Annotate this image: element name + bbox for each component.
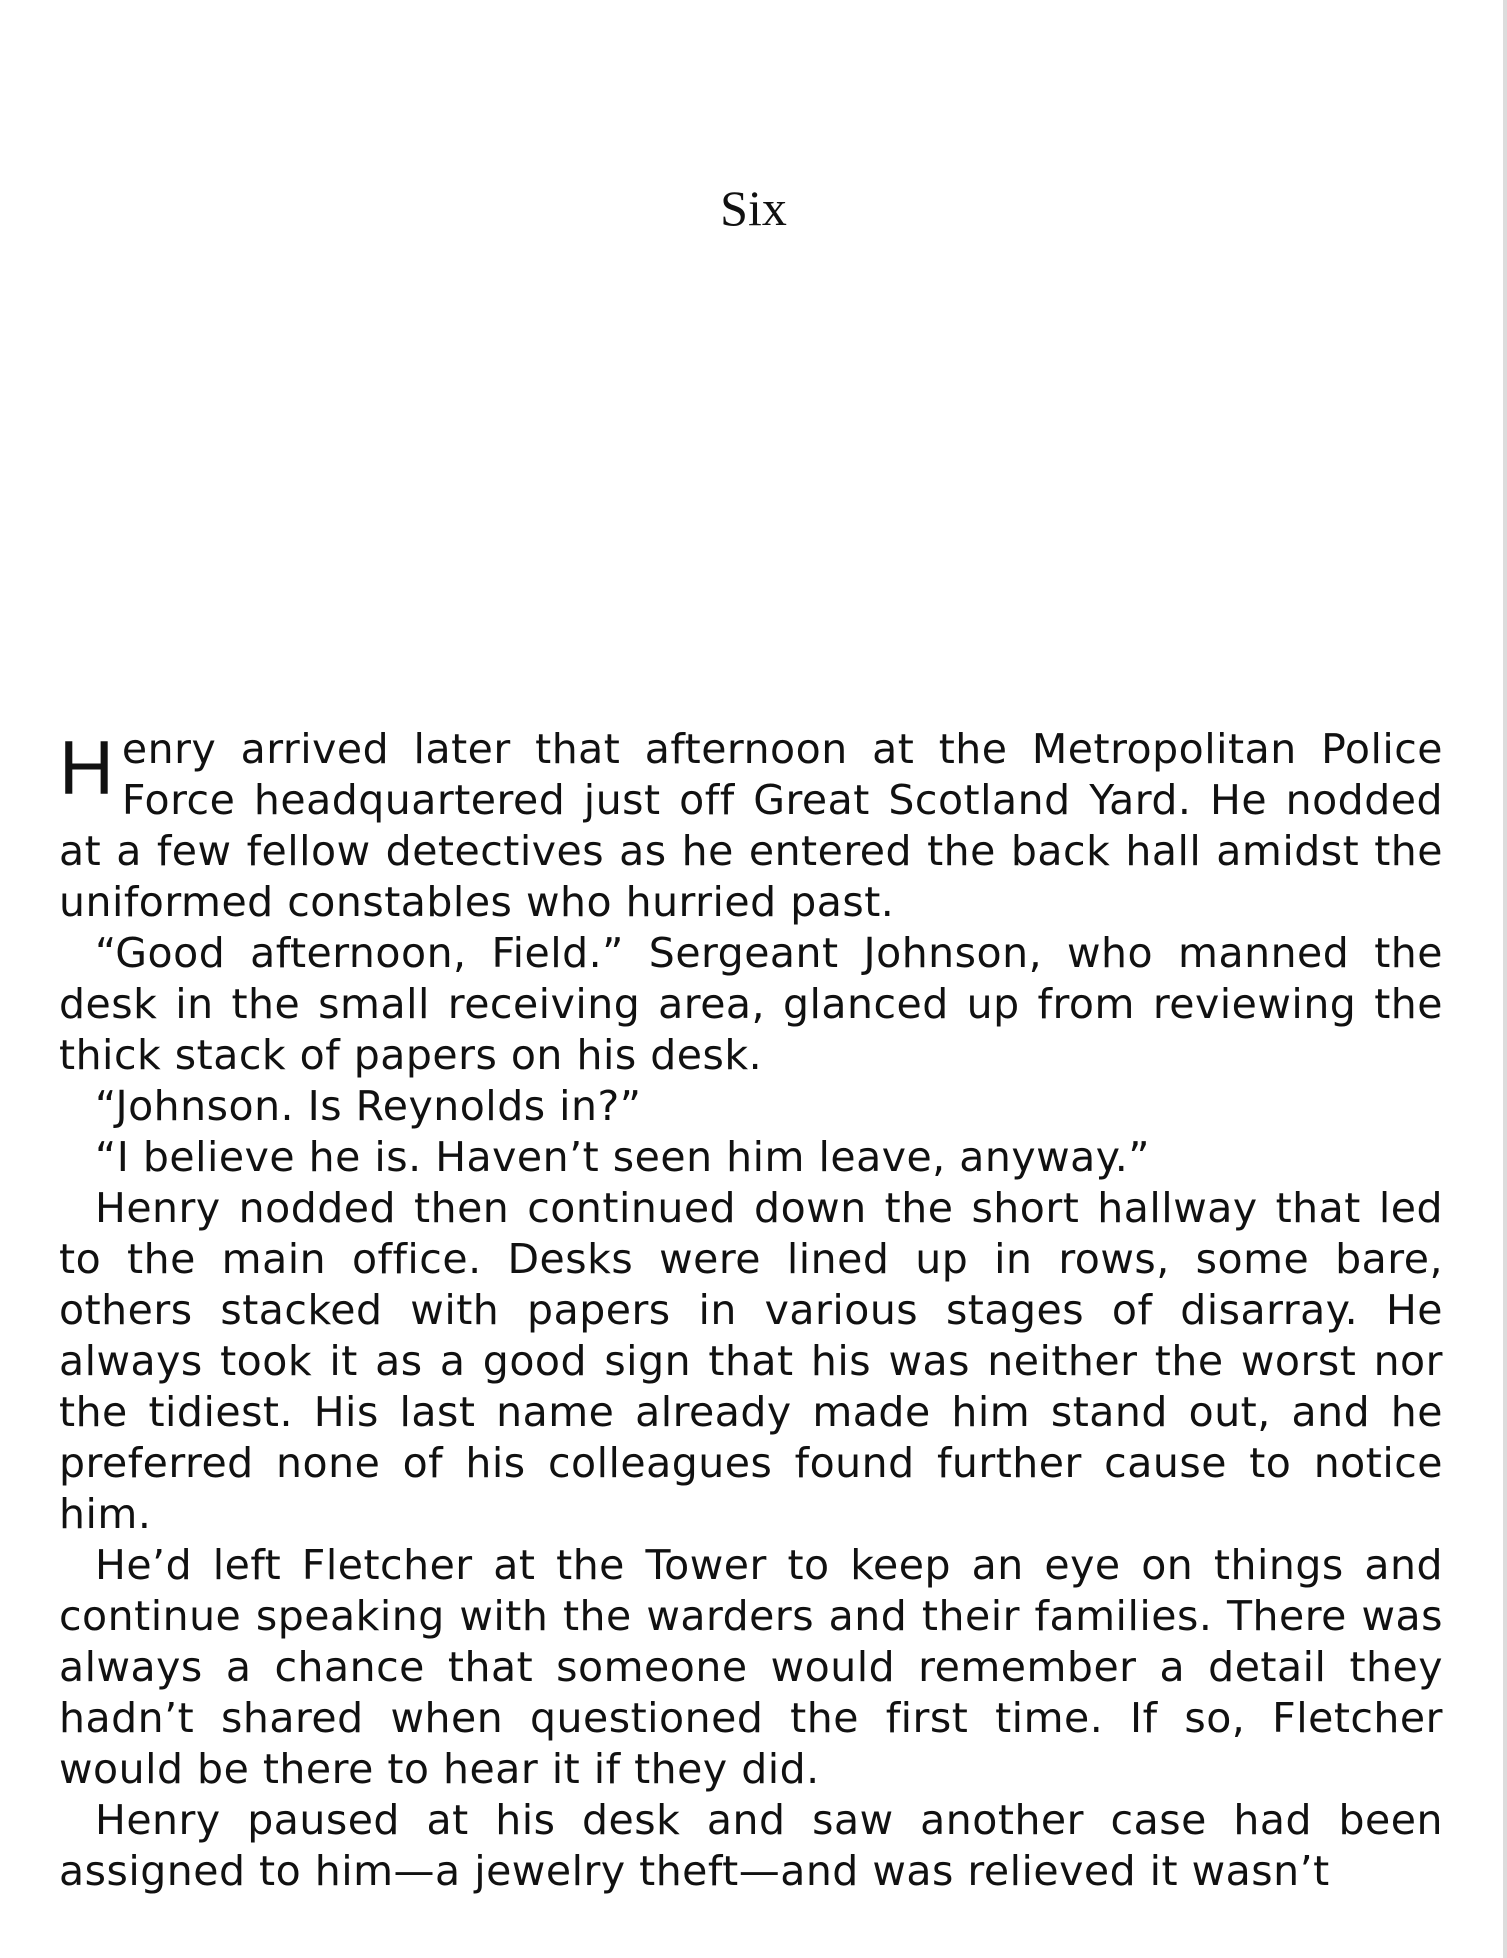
page-edge-divider bbox=[1503, 0, 1507, 1958]
chapter-body bbox=[59, 724, 1443, 1897]
paragraph-1 bbox=[59, 724, 1443, 928]
paragraph-3: “Johnson. Is Reynolds in?” bbox=[95, 1082, 642, 1130]
drop-cap: H bbox=[59, 726, 114, 811]
paragraph-text: enry arrived later that afternoon at the Metropolitan Police Force headquartered just off Great Scotland Yard. He nodded at a few fellow detectives as he entered the back hall amidst the uniformed constables who hurried past. bbox=[59, 725, 1443, 926]
paragraph-6: He’d left Fletcher at the Tower to keep an eye on things and continue speaking with the warders and their families. There was always a chance that someone would remember a detail they hadn’t shared when questioned the first time. If so, Fletcher would be there to hear it if they did. bbox=[59, 1541, 1443, 1793]
paragraph-7: Henry paused at his desk and saw another case had been assigned to him—a jewelry theft—and was relieved it wasn’t bbox=[59, 1796, 1443, 1895]
paragraph-4: “I believe he is. Haven’t seen him leave, anyway.” bbox=[95, 1133, 1150, 1181]
chapter-title: Six bbox=[720, 180, 787, 236]
paragraph-5: Henry nodded then continued down the short hallway that led to the main office. Desks were lined up in rows, some bare, others stacked with papers in various stages of disarray. He always took it as a good sign that his was neither the worst nor the tidiest. His last name already made him stand out, and he preferred none of his colleagues found further cause to notice him. bbox=[59, 1184, 1443, 1538]
paragraph-2: “Good afternoon, Field.” Sergeant Johnson, who manned the desk in the small receiving area, glanced up from reviewing the thick stack of papers on his desk. bbox=[59, 929, 1443, 1079]
